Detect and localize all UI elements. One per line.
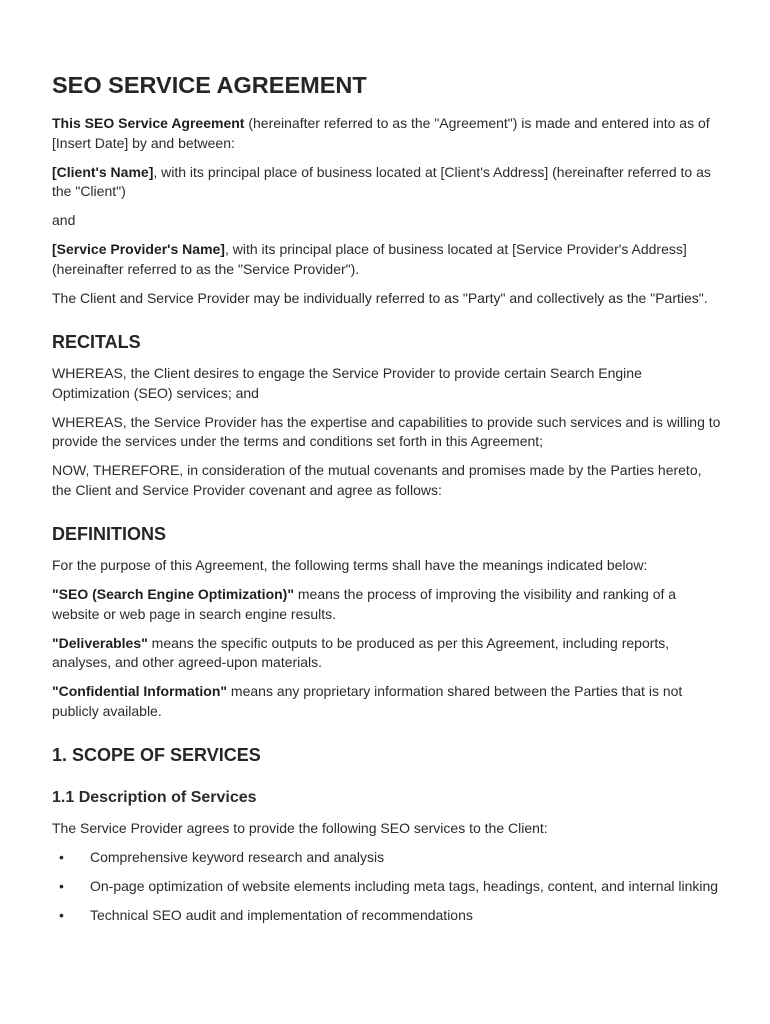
recital-paragraph-2: WHEREAS, the Service Provider has the expertise and capabilities to provide such services and is willing to provide the services under the terms and conditions set forth in this Agreement; — [52, 413, 721, 449]
definitions-heading: DEFINITIONS — [52, 524, 167, 544]
provider-name: [Service Provider's Name] — [52, 241, 225, 257]
document-title: SEO SERVICE AGREEMENT — [52, 72, 367, 98]
client-text: , with its principal place of business located at [Client's Address] (hereinafter referred to as the "Client") — [52, 163, 711, 199]
services-list — [52, 848, 722, 926]
definition-seo — [52, 585, 722, 624]
list-item-text: Comprehensive keyword research and analysis — [90, 849, 385, 865]
recitals-heading: RECITALS — [52, 332, 141, 352]
definition-text: means any proprietary information shared between the Parties that is not publicly available. — [52, 683, 683, 719]
client-paragraph — [52, 163, 722, 202]
definition-text: means the process of improving the visibility and ranking of a website or web page in search engine results. — [52, 586, 677, 622]
intro-text: (hereinafter referred to as the "Agreement") is made and entered into as of [Insert Date] by and between: — [52, 115, 710, 151]
list-item — [52, 906, 722, 926]
definition-term: "Confidential Information" — [52, 683, 228, 699]
list-item-text: Technical SEO audit and implementation of recommendations — [90, 907, 473, 923]
intro-paragraph — [52, 114, 722, 153]
definition-deliverables — [52, 634, 722, 673]
definition-term: "Deliverables" — [52, 634, 148, 651]
recital-paragraph-1: WHEREAS, the Client desires to engage the Service Provider to provide certain Search Engine Optimization (SEO) services; and — [52, 365, 642, 401]
scope-heading: 1. SCOPE OF SERVICES — [52, 745, 261, 765]
definition-confidential — [52, 682, 722, 721]
list-item — [52, 848, 722, 868]
and-paragraph: and — [52, 212, 76, 228]
definitions-intro: For the purpose of this Agreement, the following terms shall have the meanings indicated below: — [52, 557, 648, 573]
definition-term: "SEO (Search Engine Optimization)" — [52, 586, 294, 602]
bullet-icon: • — [59, 907, 64, 923]
parties-paragraph: The Client and Service Provider may be individually referred to as "Party" and collectively as the "Parties". — [52, 289, 708, 306]
scope-subheading: 1.1 Description of Services — [52, 789, 257, 806]
intro-bold: This SEO Service Agreement — [52, 115, 245, 131]
recital-paragraph-3: NOW, THEREFORE, in consideration of the mutual covenants and promises made by the Parties hereto, the Client and Service Provider covenant and agree as follows: — [52, 462, 702, 498]
list-item-text: On-page optimization of website elements including meta tags, headings, content, and internal linking — [90, 878, 719, 894]
provider-paragraph — [52, 240, 722, 279]
definition-text: means the specific outputs to be produced as per this Agreement, including reports, analyses, and other agreed-upon materials. — [52, 634, 670, 670]
bullet-icon: • — [59, 878, 64, 894]
list-item — [52, 877, 722, 897]
scope-intro: The Service Provider agrees to provide the following SEO services to the Client: — [52, 820, 548, 836]
provider-text: , with its principal place of business located at [Service Provider's Address] (hereinafter referred to as the "Service Provider"). — [52, 241, 687, 277]
client-name: [Client's Name] — [52, 163, 154, 180]
bullet-icon: • — [59, 849, 64, 865]
document-page — [52, 70, 722, 935]
